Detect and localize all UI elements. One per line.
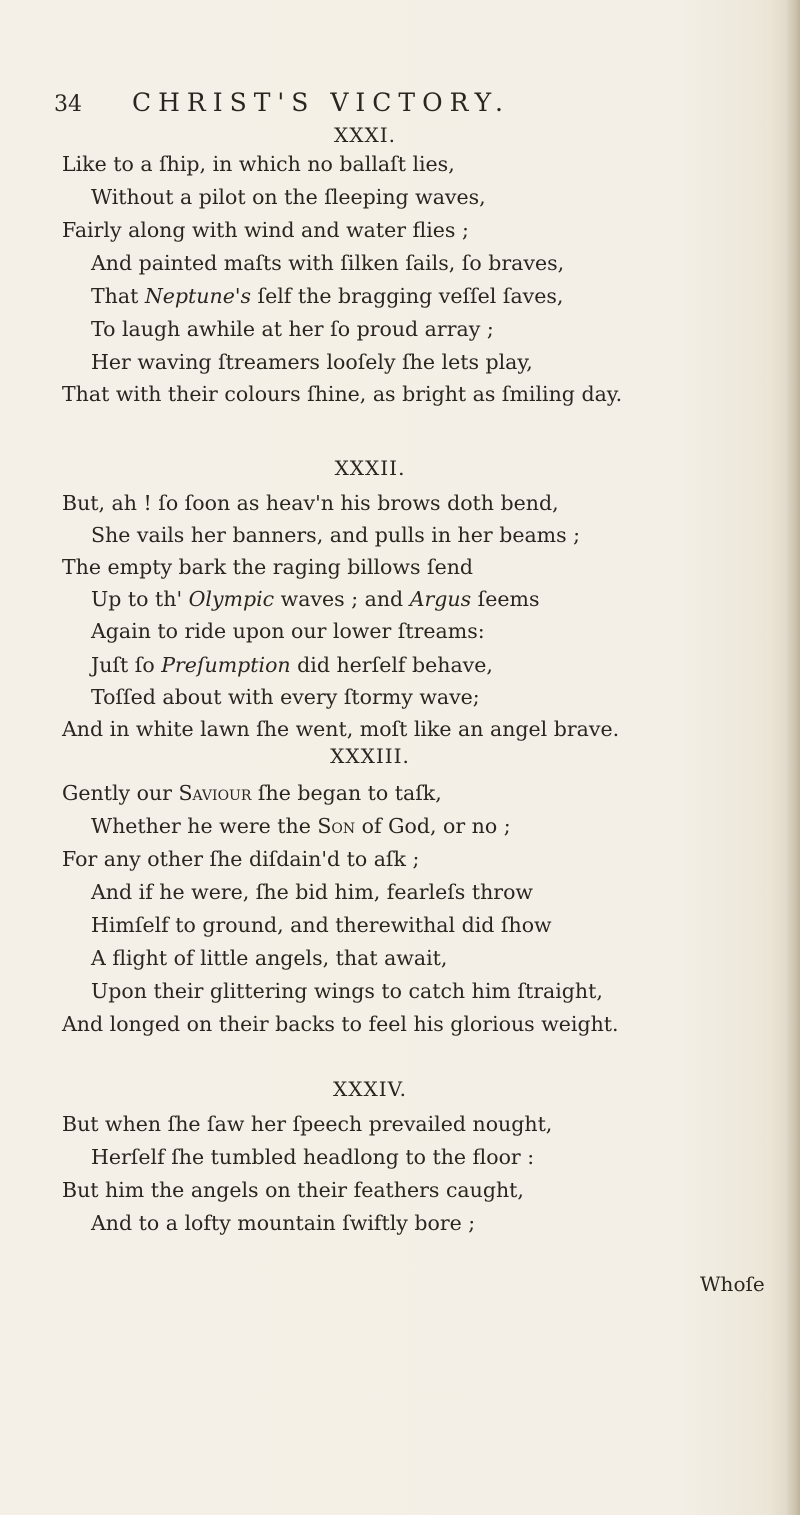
stanza-heading: XXXIII. [330, 744, 410, 768]
verse-line: But when ſhe ſaw her ſpeech prevailed nought, [62, 1112, 553, 1136]
verse-text: waves ; and [274, 587, 410, 611]
verse-line: And painted maſts with ſilken ſails, ſo braves, [91, 251, 565, 275]
verse-line: For any other ſhe diſdain'd to aſk ; [62, 847, 420, 871]
verse-line: And to a lofty mountain ſwiftly bore ; [91, 1211, 476, 1235]
stanza-heading: XXXIV. [333, 1077, 407, 1101]
page-edge-shadow [786, 0, 800, 1515]
verse-line: Her waving ſtreamers looſely ſhe lets play, [91, 350, 533, 374]
verse-text: of God, or no ; [355, 814, 511, 838]
page-header [54, 88, 744, 122]
stanza-heading: XXXI. [334, 123, 396, 147]
italic-name: Argus [409, 587, 472, 611]
verse-line: And in white lawn ſhe went, moſt like an angel brave. [62, 717, 620, 741]
stanza-heading: XXXII. [334, 456, 406, 480]
verse-line: And longed on their backs to feel his glorious weight. [62, 1012, 619, 1036]
small-caps-name: Saviour [178, 781, 252, 805]
verse-text: Juſt ſo [91, 653, 162, 677]
italic-name: Olympic [188, 587, 275, 611]
verse-line: She vails her banners, and pulls in her beams ; [91, 523, 581, 547]
verse-text: That [91, 284, 145, 308]
italic-name: Preſumption [161, 653, 291, 677]
verse-line: Again to ride upon our lower ſtreams: [91, 619, 485, 643]
verse-line: The empty bark the raging billows ſend [62, 555, 474, 579]
verse-line [62, 779, 442, 807]
verse-text: Gently our [62, 781, 179, 805]
verse-line: To laugh awhile at her ſo proud array ; [91, 317, 494, 341]
verse-line: Herſelf ſhe tumbled headlong to the floor : [91, 1145, 535, 1169]
verse-text: ſelf the bragging veſſel ſaves, [250, 284, 564, 308]
verse-line: Himſelf to ground, and therewithal did ſhow [91, 913, 552, 937]
verse-line: Like to a ſhip, in which no ballaſt lies, [62, 152, 455, 176]
verse-line: Fairly along with wind and water flies ; [62, 218, 469, 242]
small-caps-name: Son [317, 814, 356, 838]
verse-line [91, 812, 511, 840]
verse-line: Toſſed about with every ſtormy wave; [91, 685, 480, 709]
verse-text: ſhe began to taſk, [251, 781, 442, 805]
running-title: CHRIST'S VICTORY. [132, 88, 510, 117]
verse-line [91, 585, 539, 613]
verse-line: Upon their glittering wings to catch him ſtraight, [91, 979, 603, 1003]
verse-line: But, ah ! ſo ſoon as heav'n his brows doth bend, [62, 491, 559, 515]
verse-line: Without a pilot on the ſleeping waves, [91, 185, 486, 209]
verse-text: ſeems [471, 587, 540, 611]
page-number: 34 [54, 92, 82, 117]
italic-name: Neptune's [144, 284, 251, 308]
verse-text: Up to th' [91, 587, 189, 611]
verse-line: And if he were, ſhe bid him, fearleſs throw [91, 880, 533, 904]
verse-line: A flight of little angels, that await, [91, 946, 448, 970]
verse-line: That with their colours ſhine, as bright as ſmiling day. [62, 382, 623, 406]
verse-text: Whether he were the [91, 814, 318, 838]
catchword: Whoſe [700, 1272, 765, 1296]
verse-line [91, 282, 563, 310]
verse-line: But him the angels on their feathers caught, [62, 1178, 524, 1202]
verse-line [91, 651, 493, 679]
verse-text: did herſelf behave, [290, 653, 493, 677]
